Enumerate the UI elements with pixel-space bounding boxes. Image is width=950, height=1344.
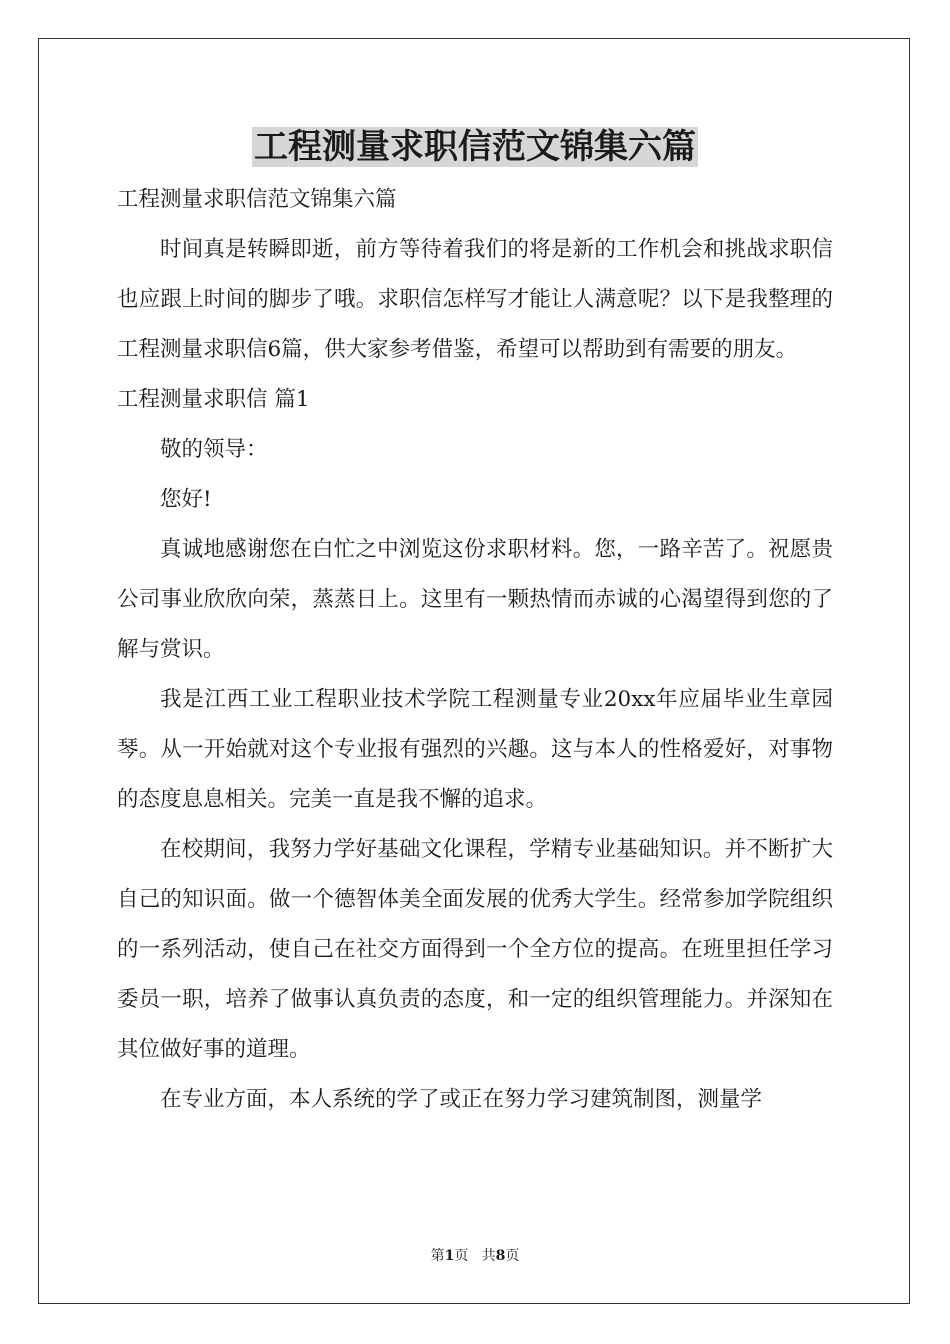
paragraph-greeting: 您好! <box>160 487 212 512</box>
paragraph-salutation: 敬的领导： <box>160 437 268 462</box>
footer-total-pages: 8 <box>495 1248 506 1264</box>
paragraph-school-life: 在校期间，我努力学好基础文化课程，学精专业基础知识。并不断扩大自己的知识面。做一个德智体美全面发展的优秀大学生。经常参加学院组织的一系列活动，使自己在社交方面得到一个全方位的提高。在班里担任学习委员一职，培养了做事认真负责的态度，和一定的组织管理能力。并深知在其位做好事的道理。 <box>117 837 833 1062</box>
section-heading-letter-1: 工程测量求职信 篇1 <box>117 387 310 412</box>
paragraph-thanks: 真诚地感谢您在白忙之中浏览这份求职材料。您，一路辛苦了。祝愿贵公司事业欣欣向荣，蒸蒸日上。这里有一颗热情而赤诚的心渴望得到您的了解与赏识。 <box>117 537 833 662</box>
footer-total-suffix: 页 <box>505 1248 520 1264</box>
paragraph-subtitle: 工程测量求职信范文锦集六篇 <box>117 187 397 212</box>
document-title <box>0 124 950 170</box>
footer-page-suffix: 页 <box>454 1248 469 1264</box>
footer-current-page: 1 <box>444 1248 455 1264</box>
paragraph-major: 在专业方面，本人系统的学了或正在努力学习建筑制图，测量学 <box>160 1087 763 1112</box>
footer-total-prefix: 共 <box>481 1248 496 1264</box>
page-footer <box>0 1246 950 1266</box>
footer-page-prefix: 第 <box>430 1248 445 1264</box>
paragraph-self-intro: 我是江西工业工程职业技术学院工程测量专业20xx年应届毕业生章园琴。从一开始就对这个专业报有强烈的兴趣。这与本人的性格爱好，对事物的态度息息相关。完美一直是我不懈的追求。 <box>117 687 833 812</box>
document-body <box>117 175 833 1125</box>
paragraph-intro: 时间真是转瞬即逝，前方等待着我们的将是新的工作机会和挑战求职信也应跟上时间的脚步了哦。求职信怎样写才能让人满意呢？以下是我整理的工程测量求职信6篇，供大家参考借鉴，希望可以帮助到有需要的朋友。 <box>117 237 833 362</box>
document-title-text: 工程测量求职信范文锦集六篇 <box>254 127 696 167</box>
